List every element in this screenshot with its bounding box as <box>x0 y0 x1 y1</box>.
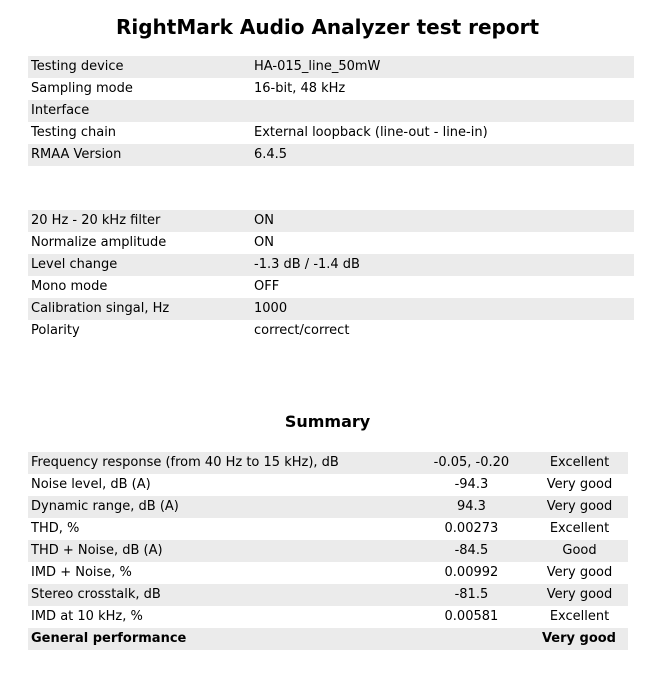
summary-metric-label: Dynamic range, dB (A) <box>28 496 412 518</box>
table-row <box>28 254 634 276</box>
summary-metric-label: THD, % <box>28 518 412 540</box>
setting-value: ON <box>251 210 634 232</box>
info-value <box>251 100 634 122</box>
report-title: RightMark Audio Analyzer test report <box>115 15 540 39</box>
table-row <box>28 320 634 342</box>
summary-metric-rating: Very good <box>531 584 628 606</box>
table-row <box>28 496 628 518</box>
table-row <box>28 540 628 562</box>
setting-value: -1.3 dB / -1.4 dB <box>251 254 634 276</box>
table-row <box>28 606 628 628</box>
info-label: Sampling mode <box>28 78 251 100</box>
summary-metric-rating: Excellent <box>531 452 628 474</box>
setting-value: OFF <box>251 276 634 298</box>
setting-value: correct/correct <box>251 320 634 342</box>
info-label: Interface <box>28 100 251 122</box>
general-performance-value <box>412 628 531 650</box>
setting-label: Mono mode <box>28 276 251 298</box>
summary-metric-label: Frequency response (from 40 Hz to 15 kHz), dB <box>28 452 412 474</box>
table-row <box>28 276 634 298</box>
summary-metric-value: 0.00581 <box>412 606 531 628</box>
summary-metric-label: IMD at 10 kHz, % <box>28 606 412 628</box>
summary-metric-value: 0.00992 <box>412 562 531 584</box>
device-info-table <box>28 56 634 166</box>
table-row <box>28 122 634 144</box>
table-row <box>28 298 634 320</box>
summary-table <box>28 452 628 650</box>
info-value: 6.4.5 <box>251 144 634 166</box>
table-row <box>28 232 634 254</box>
general-performance-label: General performance <box>28 628 412 650</box>
setting-value: ON <box>251 232 634 254</box>
summary-metric-rating: Excellent <box>531 518 628 540</box>
setting-label: Polarity <box>28 320 251 342</box>
setting-label: Normalize amplitude <box>28 232 251 254</box>
summary-metric-label: THD + Noise, dB (A) <box>28 540 412 562</box>
table-row <box>28 100 634 122</box>
summary-metric-rating: Good <box>531 540 628 562</box>
table-row <box>28 584 628 606</box>
summary-metric-rating: Very good <box>531 474 628 496</box>
info-value: HA-015_line_50mW <box>251 56 634 78</box>
table-row <box>28 56 634 78</box>
summary-metric-value: -94.3 <box>412 474 531 496</box>
setting-label: Level change <box>28 254 251 276</box>
summary-metric-label: Noise level, dB (A) <box>28 474 412 496</box>
info-label: Testing device <box>28 56 251 78</box>
setting-label: 20 Hz - 20 kHz filter <box>28 210 251 232</box>
summary-metric-rating: Excellent <box>531 606 628 628</box>
summary-metric-rating: Very good <box>531 562 628 584</box>
summary-metric-value: 94.3 <box>412 496 531 518</box>
summary-heading: Summary <box>284 412 371 431</box>
info-value: External loopback (line-out - line-in) <box>251 122 634 144</box>
summary-metric-value: -81.5 <box>412 584 531 606</box>
table-row <box>28 562 628 584</box>
summary-metric-label: Stereo crosstalk, dB <box>28 584 412 606</box>
setting-label: Calibration singal, Hz <box>28 298 251 320</box>
general-performance-row <box>28 628 628 650</box>
general-performance-rating: Very good <box>531 628 628 650</box>
info-label: Testing chain <box>28 122 251 144</box>
settings-table <box>28 210 634 342</box>
summary-metric-value: -84.5 <box>412 540 531 562</box>
info-value: 16-bit, 48 kHz <box>251 78 634 100</box>
summary-metric-value: -0.05, -0.20 <box>412 452 531 474</box>
summary-metric-value: 0.00273 <box>412 518 531 540</box>
summary-metric-rating: Very good <box>531 496 628 518</box>
table-row <box>28 78 634 100</box>
table-row <box>28 474 628 496</box>
info-label: RMAA Version <box>28 144 251 166</box>
table-row <box>28 210 634 232</box>
table-row <box>28 518 628 540</box>
setting-value: 1000 <box>251 298 634 320</box>
summary-metric-label: IMD + Noise, % <box>28 562 412 584</box>
table-row <box>28 144 634 166</box>
table-row <box>28 452 628 474</box>
